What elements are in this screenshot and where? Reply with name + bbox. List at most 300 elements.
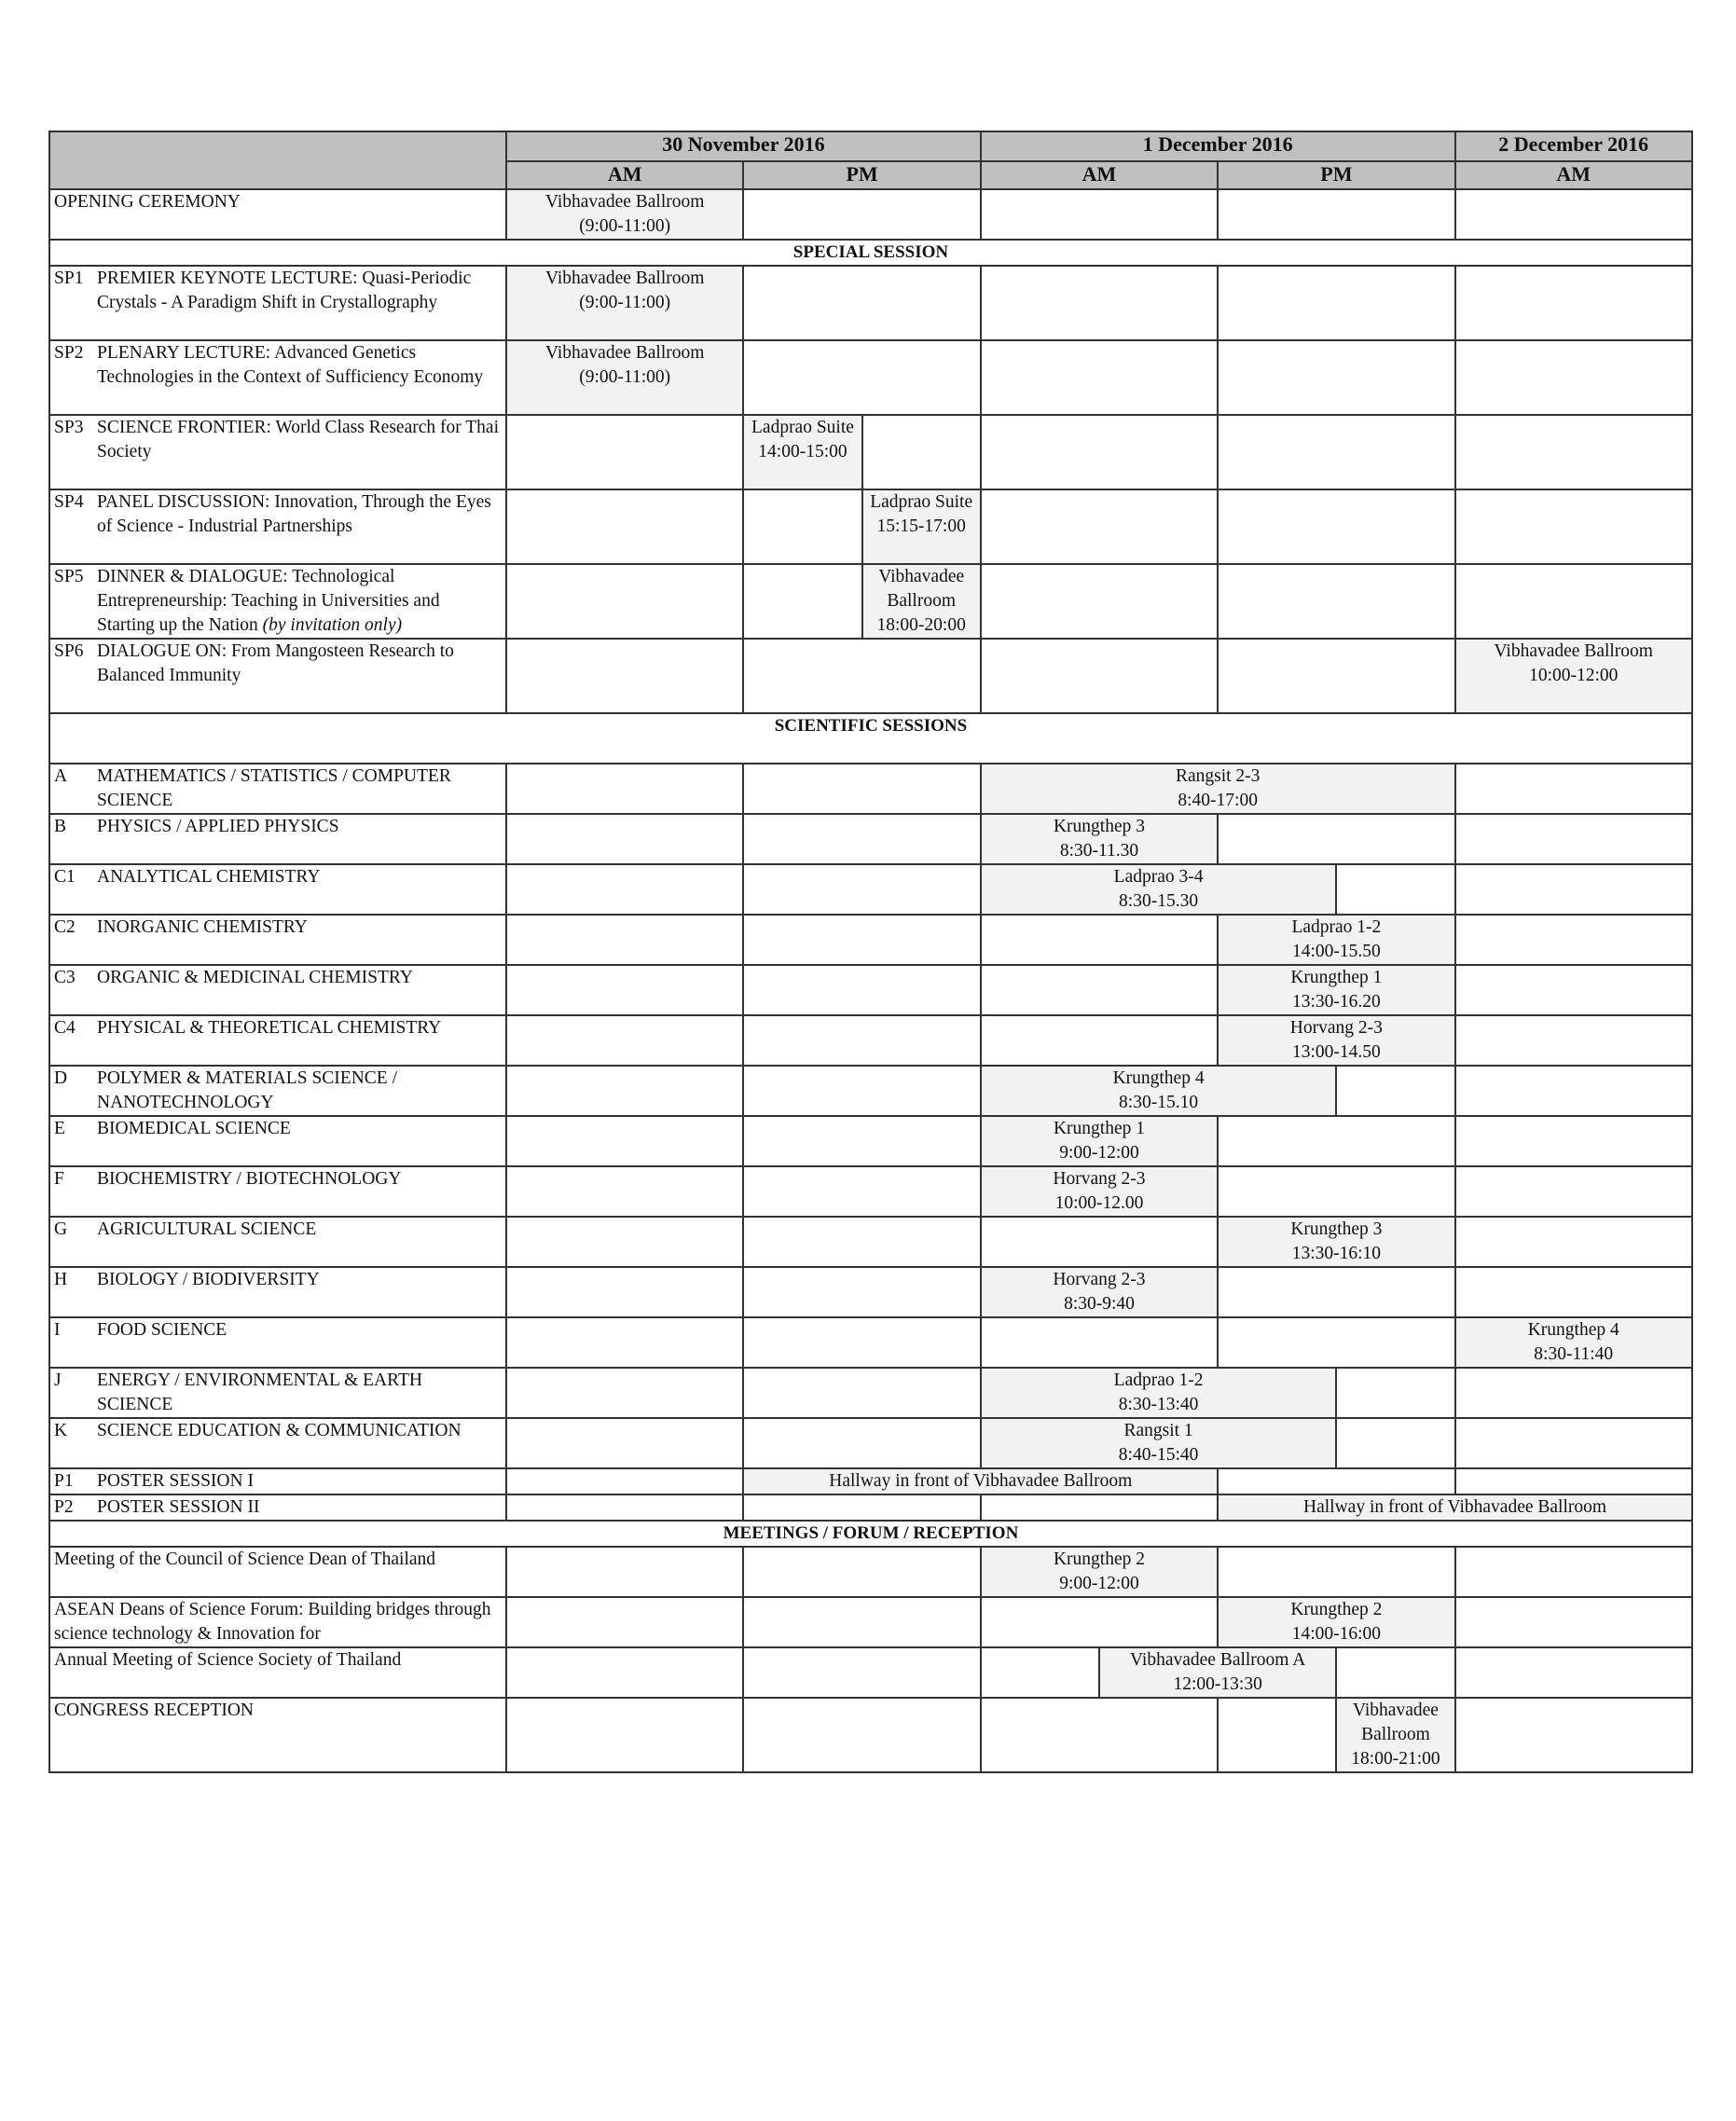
session-code: G	[54, 1219, 68, 1239]
slot-time: 9:00-12:00	[1059, 1574, 1139, 1593]
session-slot	[1099, 1647, 1336, 1698]
session-title: BIOMEDICAL SCIENCE	[97, 1119, 291, 1138]
empty-cell	[1218, 1468, 1454, 1494]
empty-cell	[1218, 489, 1454, 564]
empty-cell	[1455, 1015, 1692, 1066]
schedule-row	[49, 415, 1692, 489]
session-slot	[981, 1418, 1337, 1468]
slot-time: 8:30-11.30	[1059, 841, 1139, 861]
empty-cell	[1455, 1217, 1692, 1267]
session-slot	[743, 1468, 1218, 1494]
schedule-row	[49, 1267, 1692, 1317]
row-label	[49, 915, 506, 965]
row-label	[49, 415, 506, 489]
empty-cell	[506, 1166, 743, 1217]
empty-cell	[1336, 1066, 1454, 1116]
empty-cell	[743, 639, 980, 713]
session-slot	[1336, 1698, 1454, 1772]
empty-cell	[1455, 266, 1692, 340]
empty-cell	[743, 1368, 980, 1418]
empty-cell	[1455, 864, 1692, 915]
section-header-row	[49, 713, 1692, 764]
empty-cell	[743, 1116, 980, 1166]
empty-cell	[1218, 639, 1454, 713]
session-title: PHYSICS / APPLIED PHYSICS	[97, 817, 339, 836]
empty-cell	[1455, 1597, 1692, 1647]
empty-cell	[506, 1468, 743, 1494]
empty-cell	[1218, 564, 1454, 639]
row-label	[49, 1494, 506, 1521]
empty-cell	[1218, 266, 1454, 340]
slot-time: 8:30-11:40	[1534, 1344, 1614, 1364]
empty-cell	[981, 564, 1218, 639]
slot-room: Krungthep 2	[1053, 1549, 1145, 1569]
period-header: PM	[743, 161, 980, 189]
slot-room: Krungthep 1	[1290, 968, 1383, 987]
empty-cell	[1455, 1418, 1692, 1468]
session-code: K	[54, 1421, 68, 1440]
empty-cell	[1455, 1368, 1692, 1418]
slot-time: 13:00-14.50	[1291, 1042, 1381, 1062]
empty-cell	[743, 266, 980, 340]
empty-cell	[743, 489, 861, 564]
empty-cell	[743, 1166, 980, 1217]
empty-cell	[1455, 1166, 1692, 1217]
empty-cell	[506, 564, 743, 639]
row-label: CONGRESS RECEPTION	[49, 1698, 506, 1772]
session-slot	[862, 489, 981, 564]
slot-time: 8:30-9:40	[1064, 1294, 1135, 1314]
empty-cell	[981, 1647, 1099, 1698]
session-slot	[1218, 1597, 1454, 1647]
empty-cell	[743, 1647, 980, 1698]
row-label	[49, 764, 506, 814]
slot-room: Vibhavadee Ballroom	[544, 192, 705, 212]
empty-cell	[506, 1368, 743, 1418]
session-title: PANEL DISCUSSION: Innovation, Through the Eyes of Science - Industrial Partnerships	[97, 492, 491, 536]
empty-cell	[1455, 764, 1692, 814]
session-slot	[981, 1166, 1218, 1217]
schedule-row	[49, 1597, 1692, 1647]
session-code: C1	[54, 867, 76, 887]
slot-room: Horvang 2-3	[1289, 1018, 1383, 1038]
empty-cell	[506, 764, 743, 814]
empty-cell	[743, 1217, 980, 1267]
schedule-row	[49, 1317, 1692, 1368]
slot-room: Ladprao 3-4	[1113, 867, 1204, 887]
empty-cell	[743, 1494, 980, 1521]
empty-cell	[1218, 1698, 1336, 1772]
session-code: SP5	[54, 567, 84, 586]
session-slot	[506, 340, 743, 415]
session-title: ANALYTICAL CHEMISTRY	[97, 867, 321, 887]
empty-cell	[1218, 1267, 1454, 1317]
empty-cell	[743, 1547, 980, 1597]
session-slot	[506, 189, 743, 240]
session-title: POLYMER & MATERIALS SCIENCE / NANOTECHNOLOGY	[97, 1068, 397, 1112]
schedule-table	[48, 131, 1693, 1773]
empty-cell	[862, 415, 981, 489]
header-corner	[49, 131, 506, 189]
session-slot	[1218, 915, 1454, 965]
empty-cell	[506, 1066, 743, 1116]
row-label	[49, 1468, 506, 1494]
session-slot	[1218, 1217, 1454, 1267]
empty-cell	[743, 564, 861, 639]
session-slot	[981, 764, 1455, 814]
empty-cell	[1455, 564, 1692, 639]
session-title: INORGANIC CHEMISTRY	[97, 917, 308, 937]
session-code: P2	[54, 1497, 74, 1517]
empty-cell	[1455, 1267, 1692, 1317]
session-slot	[981, 1066, 1337, 1116]
empty-cell	[981, 965, 1218, 1015]
session-code: A	[54, 766, 68, 786]
empty-cell	[1218, 415, 1454, 489]
schedule-row	[49, 489, 1692, 564]
row-label: OPENING CEREMONY	[49, 189, 506, 240]
session-slot	[981, 1116, 1218, 1166]
slot-time: (9:00-11:00)	[579, 216, 671, 236]
day-header: 30 November 2016	[506, 131, 981, 161]
schedule-row	[49, 1217, 1692, 1267]
empty-cell	[1455, 965, 1692, 1015]
session-title: PLENARY LECTURE: Advanced Genetics Technologies in the Context of Sufficiency Economy	[97, 343, 484, 387]
row-label	[49, 864, 506, 915]
session-slot	[981, 1368, 1337, 1418]
empty-cell	[506, 489, 743, 564]
empty-cell	[981, 489, 1218, 564]
slot-time: 8:30-15.10	[1119, 1093, 1199, 1112]
session-slot	[1218, 965, 1454, 1015]
session-title: DIALOGUE ON: From Mangosteen Research to Balanced Immunity	[97, 641, 454, 685]
empty-cell	[506, 1647, 743, 1698]
session-code: F	[54, 1169, 64, 1189]
schedule-row	[49, 1066, 1692, 1116]
empty-cell	[506, 1317, 743, 1368]
row-label	[49, 266, 506, 340]
row-label: ASEAN Deans of Science Forum: Building bridges through science technology & Innovation for	[49, 1597, 506, 1647]
empty-cell	[1218, 814, 1454, 864]
empty-cell	[506, 814, 743, 864]
row-label	[49, 1368, 506, 1418]
slot-room: Horvang 2-3	[1053, 1169, 1146, 1189]
empty-cell	[1336, 864, 1454, 915]
schedule-row	[49, 266, 1692, 340]
empty-cell	[506, 1116, 743, 1166]
session-code: B	[54, 817, 67, 836]
period-header: PM	[1218, 161, 1454, 189]
row-label	[49, 1066, 506, 1116]
slot-time: 10:00-12.00	[1054, 1193, 1144, 1213]
slot-time: 18:00-20:00	[876, 615, 966, 635]
session-code: SP4	[54, 492, 84, 512]
empty-cell	[981, 189, 1218, 240]
schedule-row	[49, 1647, 1692, 1698]
empty-cell	[1455, 1066, 1692, 1116]
schedule-row	[49, 564, 1692, 639]
row-label	[49, 1116, 506, 1166]
slot-room: Krungthep 4	[1112, 1068, 1205, 1088]
slot-time: 13:30-16:10	[1291, 1244, 1382, 1263]
slot-room: Hallway in front of Vibhavadee Ballroom	[829, 1471, 1133, 1491]
empty-cell	[1218, 189, 1454, 240]
session-slot	[981, 1267, 1218, 1317]
slot-time: 8:30-15.30	[1119, 891, 1199, 911]
slot-room: Hallway in front of Vibhavadee Ballroom	[1303, 1497, 1607, 1517]
slot-room: Vibhavadee Ballroom A	[1129, 1650, 1306, 1670]
session-title: PREMIER KEYNOTE LECTURE: Quasi-Periodic Crystals - A Paradigm Shift in Crystallography	[97, 269, 472, 312]
empty-cell	[506, 1217, 743, 1267]
slot-time: 8:40-15:40	[1118, 1445, 1199, 1465]
empty-cell	[743, 1066, 980, 1116]
session-slot	[506, 266, 743, 340]
slot-time: 10:00-12:00	[1529, 666, 1619, 685]
schedule-row	[49, 1698, 1692, 1772]
slot-room: Krungthep 3	[1290, 1219, 1383, 1239]
slot-room: Vibhavadee Ballroom	[1352, 1701, 1439, 1744]
row-label	[49, 965, 506, 1015]
session-title: PHYSICAL & THEORETICAL CHEMISTRY	[97, 1018, 442, 1038]
section-title: SPECIAL SESSION	[49, 240, 1692, 266]
period-header: AM	[981, 161, 1218, 189]
slot-room: Ladprao Suite	[870, 492, 973, 512]
slot-room: Ladprao 1-2	[1113, 1370, 1204, 1390]
slot-time: 18:00-21:00	[1351, 1749, 1440, 1769]
slot-time: (9:00-11:00)	[579, 367, 671, 387]
empty-cell	[981, 266, 1218, 340]
empty-cell	[506, 1015, 743, 1066]
empty-cell	[981, 915, 1218, 965]
session-title: FOOD SCIENCE	[97, 1320, 227, 1340]
empty-cell	[743, 764, 980, 814]
empty-cell	[1218, 1317, 1454, 1368]
row-label	[49, 564, 506, 639]
empty-cell	[506, 1267, 743, 1317]
row-label: Annual Meeting of Science Society of Thailand	[49, 1647, 506, 1698]
empty-cell	[506, 1597, 743, 1647]
empty-cell	[506, 864, 743, 915]
schedule-row	[49, 814, 1692, 864]
empty-cell	[981, 1494, 1218, 1521]
session-slot	[981, 864, 1337, 915]
empty-cell	[1336, 1418, 1454, 1468]
slot-time: 15:15-17:00	[876, 516, 966, 536]
day-header: 1 December 2016	[981, 131, 1455, 161]
empty-cell	[981, 639, 1218, 713]
session-title: ORGANIC & MEDICINAL CHEMISTRY	[97, 968, 413, 987]
row-label	[49, 489, 506, 564]
row-label	[49, 1267, 506, 1317]
empty-cell	[981, 415, 1218, 489]
slot-room: Vibhavadee Ballroom	[1494, 641, 1653, 661]
empty-cell	[743, 1015, 980, 1066]
slot-room: Rangsit 1	[1123, 1421, 1193, 1440]
period-header: AM	[506, 161, 743, 189]
empty-cell	[1455, 340, 1692, 415]
schedule-row	[49, 764, 1692, 814]
session-code: D	[54, 1068, 68, 1088]
row-label	[49, 639, 506, 713]
row-label	[49, 1166, 506, 1217]
schedule-row	[49, 1547, 1692, 1597]
header-days-row	[49, 131, 1692, 161]
empty-cell	[1218, 340, 1454, 415]
slot-room: Horvang 2-3	[1053, 1270, 1146, 1289]
session-title: MATHEMATICS / STATISTICS / COMPUTER SCIENCE	[97, 766, 451, 810]
session-code: SP6	[54, 641, 84, 661]
slot-room: Ladprao 1-2	[1291, 917, 1382, 937]
empty-cell	[1218, 1547, 1454, 1597]
empty-cell	[743, 915, 980, 965]
session-slot	[1455, 1317, 1692, 1368]
session-code: C4	[54, 1018, 76, 1038]
empty-cell	[506, 1547, 743, 1597]
session-title: POSTER SESSION II	[97, 1497, 260, 1517]
schedule-row	[49, 189, 1692, 240]
period-header: AM	[1455, 161, 1692, 189]
row-label	[49, 1217, 506, 1267]
session-code: E	[54, 1119, 65, 1138]
empty-cell	[981, 340, 1218, 415]
row-label: Meeting of the Council of Science Dean of Thailand	[49, 1547, 506, 1597]
row-label	[49, 1418, 506, 1468]
empty-cell	[743, 1267, 980, 1317]
empty-cell	[1218, 1116, 1454, 1166]
session-code: P1	[54, 1471, 74, 1491]
section-title: SCIENTIFIC SESSIONS	[49, 713, 1692, 764]
empty-cell	[981, 1597, 1218, 1647]
empty-cell	[1455, 1468, 1692, 1494]
empty-cell	[506, 965, 743, 1015]
empty-cell	[1455, 1698, 1692, 1772]
empty-cell	[743, 1418, 980, 1468]
session-title	[97, 565, 502, 638]
empty-cell	[743, 1597, 980, 1647]
slot-room: Krungthep 4	[1527, 1320, 1619, 1340]
slot-time: 13:30-16.20	[1291, 992, 1381, 1012]
section-header-row	[49, 1521, 1692, 1547]
section-title: MEETINGS / FORUM / RECEPTION	[49, 1521, 1692, 1547]
empty-cell	[981, 1698, 1218, 1772]
schedule-row	[49, 915, 1692, 965]
empty-cell	[1455, 915, 1692, 965]
session-code: SP1	[54, 269, 84, 288]
session-code: SP2	[54, 343, 84, 363]
slot-time: 8:30-13:40	[1118, 1395, 1199, 1414]
empty-cell	[1218, 1166, 1454, 1217]
session-slot	[981, 1547, 1218, 1597]
session-code: H	[54, 1270, 68, 1289]
day-header: 2 December 2016	[1455, 131, 1692, 161]
empty-cell	[1336, 1647, 1454, 1698]
session-code: C3	[54, 968, 76, 987]
session-code: SP3	[54, 418, 84, 437]
session-title: AGRICULTURAL SCIENCE	[97, 1219, 317, 1239]
empty-cell	[506, 1418, 743, 1468]
session-title: BIOCHEMISTRY / BIOTECHNOLOGY	[97, 1169, 402, 1189]
session-slot	[1455, 639, 1692, 713]
session-slot	[862, 564, 981, 639]
session-code: I	[54, 1320, 61, 1340]
row-label	[49, 1317, 506, 1368]
empty-cell	[1336, 1368, 1454, 1418]
schedule-row	[49, 1368, 1692, 1418]
schedule-row	[49, 1116, 1692, 1166]
row-label	[49, 814, 506, 864]
schedule-row	[49, 1015, 1692, 1066]
empty-cell	[743, 814, 980, 864]
schedule-row	[49, 639, 1692, 713]
session-title: POSTER SESSION I	[97, 1471, 254, 1491]
slot-time: 14:00-15:00	[758, 442, 847, 461]
row-label	[49, 1015, 506, 1066]
session-title: BIOLOGY / BIODIVERSITY	[97, 1270, 320, 1289]
schedule-row	[49, 1494, 1692, 1521]
slot-room: Ladprao Suite	[751, 418, 854, 437]
slot-time: 8:40-17:00	[1178, 791, 1258, 810]
session-code: C2	[54, 917, 76, 937]
empty-cell	[1455, 189, 1692, 240]
slot-time: 14:00-15.50	[1291, 942, 1381, 961]
empty-cell	[506, 1698, 743, 1772]
empty-cell	[743, 340, 980, 415]
empty-cell	[506, 915, 743, 965]
schedule-row	[49, 864, 1692, 915]
session-note: (by invitation only)	[262, 615, 403, 635]
empty-cell	[981, 1317, 1218, 1368]
empty-cell	[743, 1317, 980, 1368]
session-code: J	[54, 1370, 62, 1390]
empty-cell	[981, 1217, 1218, 1267]
slot-time: 9:00-12:00	[1059, 1143, 1139, 1163]
empty-cell	[743, 965, 980, 1015]
slot-time: (9:00-11:00)	[579, 293, 671, 312]
slot-room: Rangsit 2-3	[1175, 766, 1261, 786]
row-label	[49, 340, 506, 415]
session-title: SCIENCE EDUCATION & COMMUNICATION	[97, 1421, 462, 1440]
session-slot	[1218, 1015, 1454, 1066]
empty-cell	[506, 639, 743, 713]
session-title-text: DINNER & DIALOGUE: Technological Entrepreneurship: Teaching in Universities and Starting up the Nation	[97, 567, 440, 635]
empty-cell	[1455, 1647, 1692, 1698]
slot-room: Vibhavadee Ballroom	[878, 567, 965, 611]
empty-cell	[506, 415, 743, 489]
schedule-row	[49, 1418, 1692, 1468]
empty-cell	[1455, 1547, 1692, 1597]
empty-cell	[1455, 489, 1692, 564]
empty-cell	[1455, 415, 1692, 489]
empty-cell	[743, 864, 980, 915]
session-slot	[1218, 1494, 1692, 1521]
slot-room: Vibhavadee Ballroom	[544, 269, 705, 288]
slot-room: Krungthep 3	[1053, 817, 1145, 836]
schedule-row	[49, 340, 1692, 415]
empty-cell	[506, 1494, 743, 1521]
schedule-row	[49, 1468, 1692, 1494]
empty-cell	[1455, 814, 1692, 864]
session-title: ENERGY / ENVIRONMENTAL & EARTH SCIENCE	[97, 1370, 422, 1414]
slot-room: Krungthep 1	[1053, 1119, 1145, 1138]
schedule-row	[49, 1166, 1692, 1217]
session-slot	[743, 415, 861, 489]
empty-cell	[743, 1698, 980, 1772]
slot-room: Krungthep 2	[1290, 1600, 1383, 1619]
session-title: SCIENCE FRONTIER: World Class Research for Thai Society	[97, 418, 499, 461]
section-header-row	[49, 240, 1692, 266]
schedule-row	[49, 965, 1692, 1015]
empty-cell	[1455, 1116, 1692, 1166]
